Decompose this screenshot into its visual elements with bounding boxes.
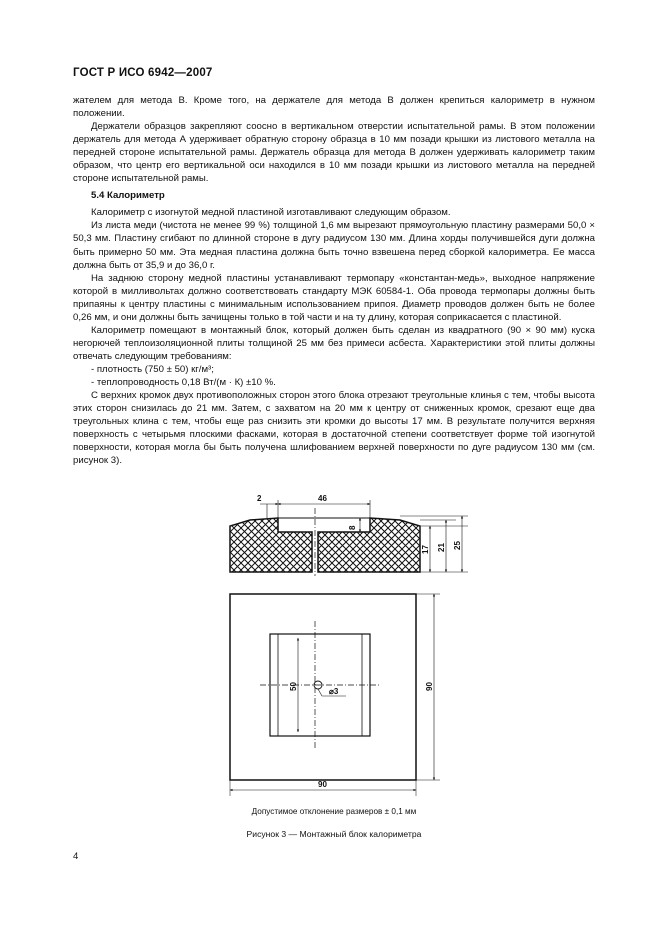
list-item-density: - плотность (750 ± 50) кг/м³; — [91, 363, 214, 375]
figure-mounting-block — [220, 486, 470, 804]
block-outline — [230, 594, 416, 780]
paragraph-6: Калориметр помещают в монтажный блок, который должен быть сделан из квадратного (90 × 90 мм) куска негорючей теплоизоляционной плиты толщиной 25 мм без примеси асбеста. Характеристики этой плиты должны отвечать следующим требованиям: — [73, 324, 595, 362]
figure-caption: Рисунок 3 — Монтажный блок калориметра — [246, 829, 422, 839]
drawing — [220, 486, 470, 804]
paragraph-4: Из листа меди (чистота не менее 99 %) толщиной 1,6 мм вырезают прямоугольную пластину размерами 50,0 × 50,3 мм. Пластину сгибают по длинной стороне в дугу радиусом 130 мм. Длина хорды получившейся дуги должна быть примерно 50 мм. Эта медная пластина должна быть точно взвешена перед сборкой калориметра. Ее масса должна быть от 35,9 и до 36,0 г. — [73, 220, 595, 271]
dim-8-label: 8 — [348, 525, 357, 530]
paragraph-3: Калориметр с изогнутой медной пластиной изготавливают следующим образом. — [91, 207, 451, 219]
paragraph-1: жателем для метода В. Кроме того, на держателе для метода В должен крепиться калориметр в нужном положении. — [73, 95, 595, 120]
figure-tolerance-note: Допустимое отклонение размеров ± 0,1 мм — [251, 807, 417, 816]
page-number: 4 — [73, 851, 79, 862]
paragraph-2: Держатели образцов закрепляют соосно в вертикальном отверстии испытательной рамы. В этом положении держатель для метода А удерживает обратную сторону образца в 10 мм позади крышки из листового металла на передней стороне испытательной рамы. Держатель образца для метода В должен удерживать калориметр таким образом, что центр его вертикальной оси находился в 10 мм позади крышки из листового металла на передней стороне испытательной рамы. — [73, 121, 595, 185]
dim-25-label: 25 — [453, 541, 462, 550]
dim-50-label: 50 — [289, 682, 298, 691]
block-section-left — [230, 518, 312, 572]
dim-90-horizontal-label: 90 — [318, 780, 327, 789]
dim-17-label: 17 — [421, 545, 430, 554]
document-header: ГОСТ Р ИСО 6942—2007 — [73, 67, 213, 79]
dim-46-label: 46 — [318, 494, 327, 503]
plan-view — [230, 594, 440, 796]
paragraph-5: На заднюю сторону медной пластины устанавливают термопару «константан-медь», выходное напряжение которой в милливольтах должно соответствовать стандарту МЭК 60584-1. Оба провода термопары должны быть припаяны к центру пластины с минимальным использованием припоя. Диаметр проводов должен быть не более 0,26 мм, и они должны быть зачищены только в той части и на ту длину, которая соприкасается с пластиной. — [73, 272, 595, 323]
dim-90-vertical-label: 90 — [425, 682, 434, 691]
body-text — [73, 94, 595, 467]
dim-21-label: 21 — [437, 543, 446, 552]
section-title: 5.4 Калориметр — [91, 190, 165, 202]
block-section-right — [318, 518, 420, 572]
list-item-conductivity: - теплопроводность 0,18 Вт/(м · К) ±10 %. — [91, 376, 276, 388]
dim-2-label: 2 — [257, 494, 262, 503]
dim-diameter-3-label: ⌀3 — [329, 687, 339, 696]
section-view — [230, 494, 468, 576]
paragraph-7: С верхних кромок двух противоположных сторон этого блока отрезают треугольные клинья с тем, чтобы высота этих сторон снизилась до 21 мм. Затем, с захватом на 20 мм к центру от сниженных кромок, срезают еще два треугольных клина с тем, чтобы еще раз снизить эти кромки до высоты 17 мм. В результате получится верхняя поверхность с четырьмя плоскими фасками, которая в достаточной степени соответствует форме той изогнутой поверхности, которая могла бы быть получена шлифованием верхней поверхности по дуге радиусом 130 мм (см. рисунок 3). — [73, 390, 595, 467]
